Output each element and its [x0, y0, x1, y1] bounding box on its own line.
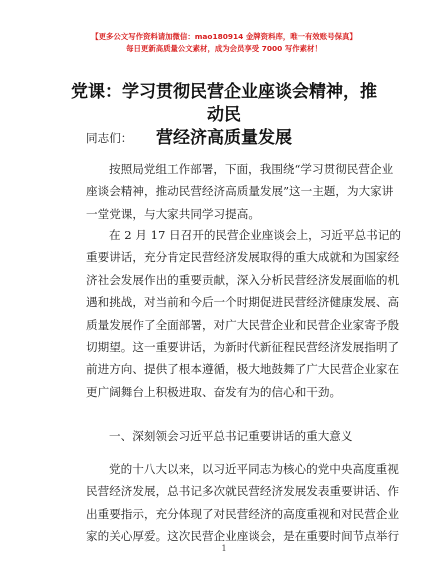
paragraph-line: 民营经济发展，总书记多次就民营经济发展发表重要讲话、作 [86, 484, 400, 499]
paragraph-line: 一堂党课，与大家共同学习提高。 [86, 206, 260, 221]
paragraph-2 [86, 224, 401, 403]
title-line-1: 党课：学习贯彻民营企业座谈会精神，推动民 [71, 82, 377, 125]
paragraph-line: 座谈会精神，推动民营经济高质量发展”这一主题，为大家讲 [86, 184, 394, 199]
title-line-2: 营经济高质量发展 [156, 128, 292, 148]
paragraph-line: 按照局党组工作部署，下面，我围绕“学习贯彻民营企业 [109, 162, 394, 176]
page-number: 1 [221, 544, 227, 553]
paragraph-line: 重要讲话，充分肯定民营经济发展取得的重大成就和为国家经 [86, 250, 400, 265]
promo-banner-line-1: 【更多公文写作资料请加微信：mao180914 金牌资料库，唯一有效账号保真】 [91, 32, 357, 41]
paragraph-line: 家的关心厚爱。这次民营企业座谈会，是在重要时间节点举行 [86, 529, 400, 544]
paragraph-line: 在 2 月 17 日召开的民营企业座谈会上，习近平总书记的 [109, 228, 401, 242]
paragraph-line: 前进方向、提供了根本遵循，极大地鼓舞了广大民营企业家在 [86, 362, 400, 377]
paragraph-line: 出重要指示，充分体现了对民营经济的高度重视和对民营企业 [86, 506, 400, 521]
paragraph-1 [86, 158, 394, 225]
paragraph-line: 质量发展作了全面部署，对广大民营企业和民营企业家寄予殷 [86, 317, 400, 332]
paragraph-line: 遇和挑战，对当前和今后一个时期促进民营经济健康发展、高 [86, 295, 400, 310]
greeting [86, 127, 375, 149]
paragraph-line: 党的十八大以来，以习近平同志为核心的党中央高度重视 [109, 462, 399, 476]
paragraph-line: 更广阔舞台上积极进取、奋发有为的信心和干劲。 [86, 384, 342, 399]
greeting-text: 同志们： [86, 131, 133, 145]
section-heading-text: 一、深刻领会习近平总书记重要讲话的重大意义 [109, 429, 353, 443]
paragraph-line: 济社会发展作出的重要贡献，深入分析民营经济发展面临的机 [86, 272, 400, 287]
section-heading-1 [86, 425, 375, 447]
paragraph-line: 切期望。这一重要讲话，为新时代新征程民营经济发展指明了 [86, 339, 400, 354]
paragraph-3 [86, 458, 400, 548]
promo-banner-line-2: 每日更新高质量公文素材，成为会员享受 7000 写作素材！ [126, 44, 322, 53]
